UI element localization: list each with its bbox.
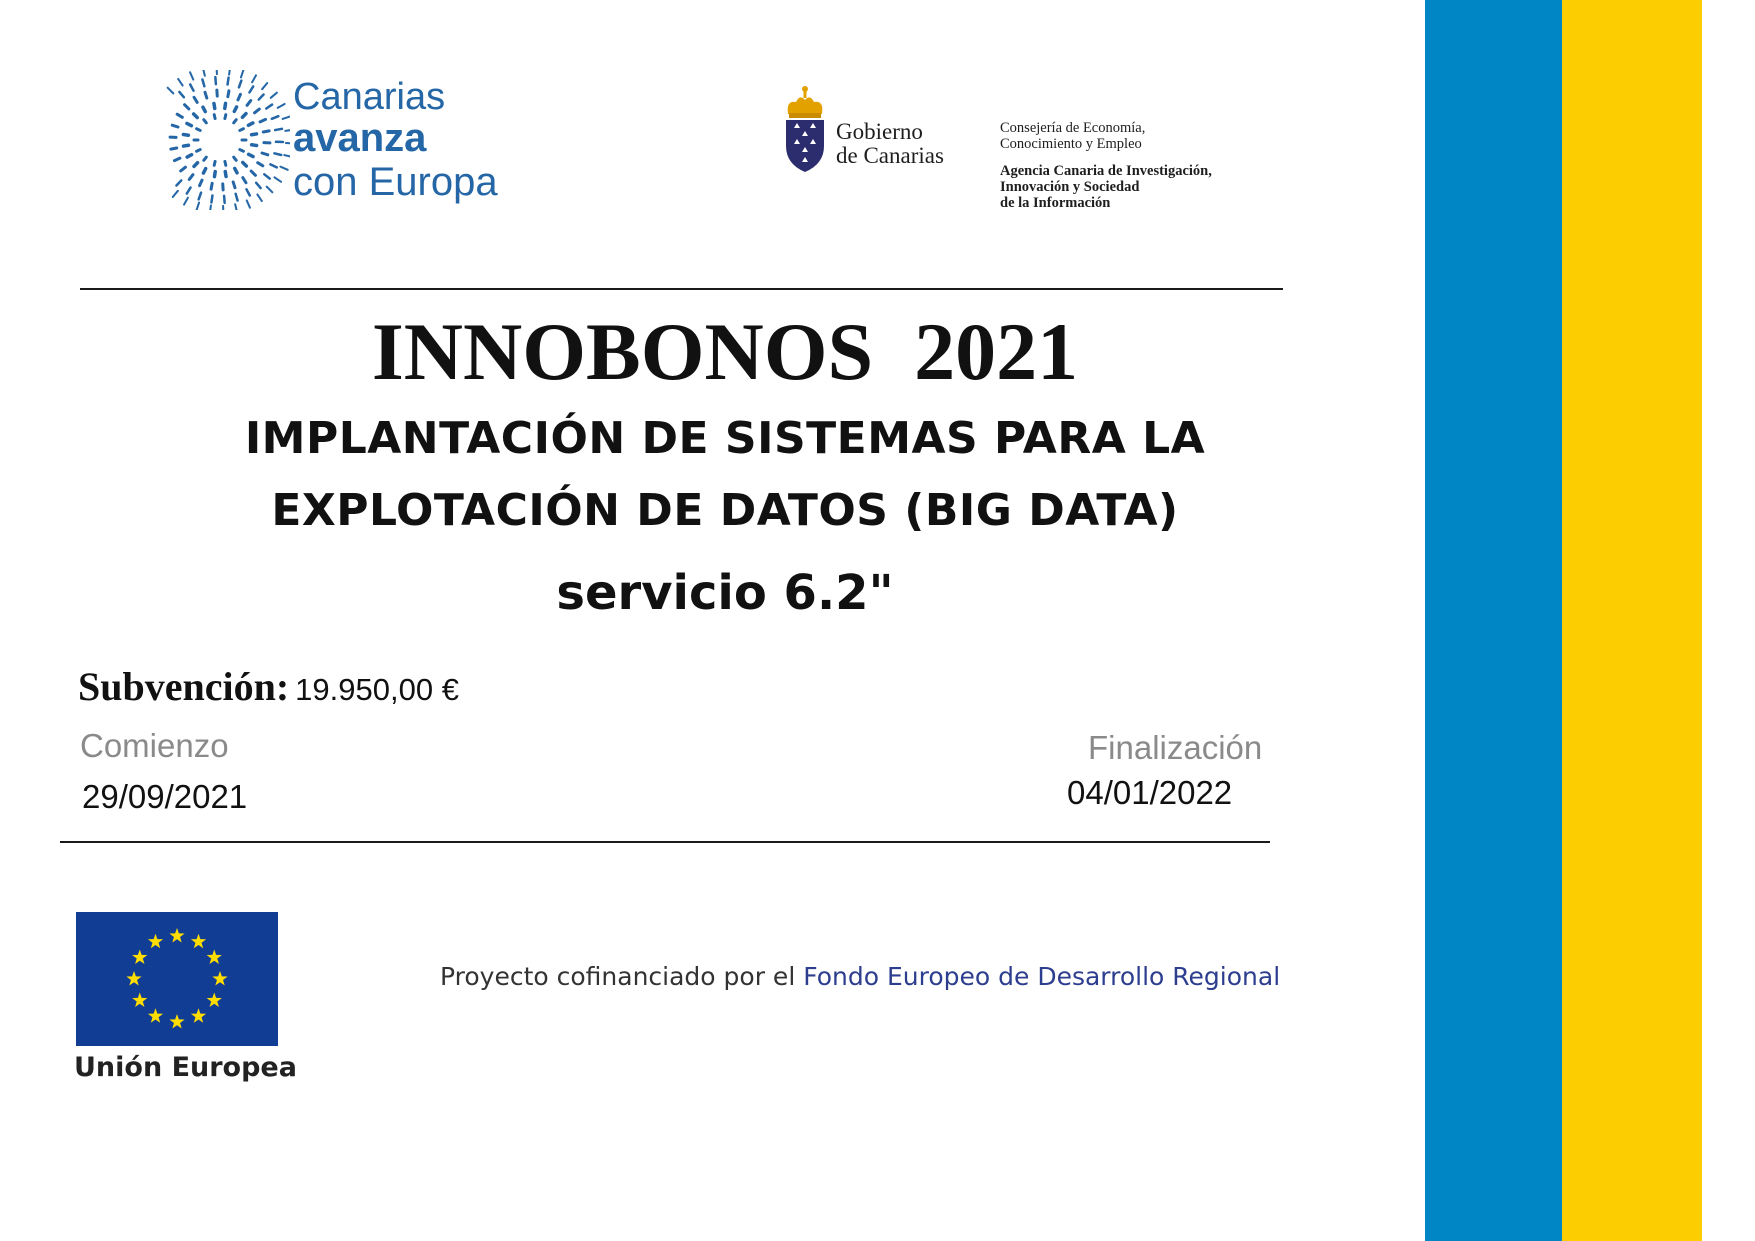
agencia-line3: de la Información <box>1000 195 1111 211</box>
logo-line-avanza: avanza <box>293 116 427 160</box>
subtitle-line-2: EXPLOTACIÓN DE DATOS (BIG DATA) <box>271 485 1179 536</box>
subvencion-value: 19.950,00 € <box>295 672 459 707</box>
eu-flag <box>76 912 278 1046</box>
logo-line-canarias: Canarias <box>293 76 446 118</box>
gobierno-canarias-logo <box>780 84 1300 224</box>
agencia-line1: Agencia Canaria de Investigación, <box>1000 163 1212 179</box>
comienzo-date: 29/09/2021 <box>82 778 248 815</box>
eu-stars-icon <box>76 912 278 1046</box>
subvencion-row <box>78 663 459 710</box>
bottom-divider <box>60 841 1270 843</box>
subtitle-line-1: IMPLANTACIÓN DE SISTEMAS PARA LA <box>244 413 1206 464</box>
document-title: INNOBONOS 2021 <box>371 306 1079 397</box>
yellow-stripe <box>1562 0 1702 1241</box>
cofinanciado-text <box>440 962 1280 991</box>
finalizacion-date: 04/01/2022 <box>1067 774 1233 811</box>
blue-stripe <box>1425 0 1562 1241</box>
canarias-sunburst-icon <box>150 70 290 210</box>
gobierno-line1: Gobierno <box>836 119 923 144</box>
subvencion-label: Subvención: <box>78 664 290 709</box>
consejeria-line1: Consejería de Economía, <box>1000 120 1146 136</box>
finalizacion-label: Finalización <box>1088 729 1263 766</box>
agencia-line2: Innovación y Sociedad <box>1000 179 1140 195</box>
logo-line-con-europa: con Europa <box>293 160 498 204</box>
coat-of-arms-icon <box>780 84 830 174</box>
eu-label: Unión Europea <box>74 1052 297 1083</box>
top-divider <box>80 288 1283 290</box>
cofinanciado-prefix: Proyecto cofinanciado por el <box>440 962 804 991</box>
fondo-europeo-text: Fondo Europeo de Desarrollo Regional <box>803 962 1281 991</box>
consejeria-line2: Conocimiento y Empleo <box>1000 136 1142 152</box>
comienzo-label: Comienzo <box>80 727 229 764</box>
canarias-avanza-logo <box>150 70 550 220</box>
gobierno-line2: de Canarias <box>836 143 944 168</box>
servicio-label: servicio 6.2" <box>556 565 894 621</box>
